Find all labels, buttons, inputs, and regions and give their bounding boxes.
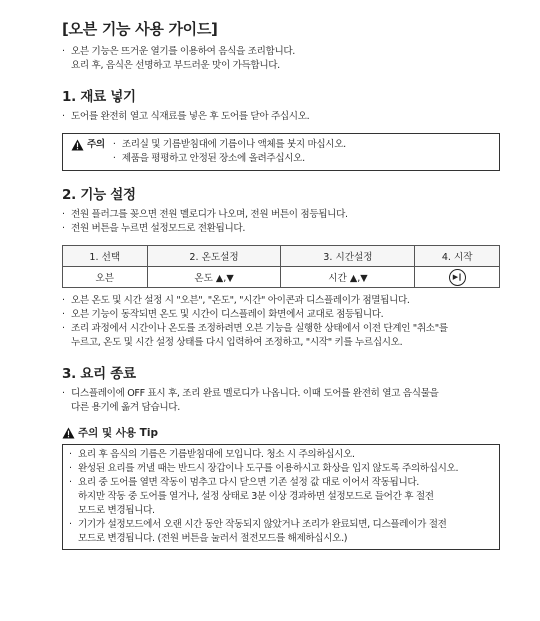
list-item: · 전원 플러그를 꽂으면 전원 멜로디가 나오며, 전원 버튼이 점등됩니다. <box>62 208 500 222</box>
intro-line-1: · 오븐 기능은 뜨거운 열기를 이용하여 음식을 조리합니다. <box>71 46 296 57</box>
table-cell: 시간 ▲,▼ <box>281 267 415 288</box>
list-item <box>69 518 493 546</box>
list-item: · 전원 버튼을 누르면 설정모드로 전환됩니다. <box>62 222 500 236</box>
section-1-list <box>62 110 500 124</box>
settings-steps-table <box>62 245 500 288</box>
warning-icon <box>71 139 84 151</box>
list-item <box>62 322 500 350</box>
list-item: · 요리 후 음식의 기름은 기름받침대에 모입니다. 청소 시 주의하십시오. <box>69 448 493 462</box>
caution-label: 주의 <box>87 139 105 150</box>
list-item: · 완성된 요리를 꺼낼 때는 반드시 장갑이나 도구를 이용하시고 화상을 입지 않도록 주의하십시오. <box>69 462 493 476</box>
section-2-notes <box>62 294 500 350</box>
intro-line-2: 요리 후, 음식은 선명하고 부드러운 맛이 가득합니다. <box>71 60 280 71</box>
caution-box <box>62 133 500 171</box>
intro-list <box>62 45 500 73</box>
table-header-cell: 3. 시간설정 <box>281 246 415 267</box>
list-item-line: 하지만 작동 중 도어를 열거나, 설정 상태로 3분 이상 경과하면 설정모드로 들어간 후 절전 <box>78 491 434 502</box>
section-1-title: 1. 재료 넣기 <box>62 89 136 105</box>
table-header-row <box>63 246 500 267</box>
list-item: · 도어를 완전히 열고 식재료를 넣은 후 도어를 닫아 주십시오. <box>62 110 500 124</box>
list-item-line: 누르고, 온도 및 시간 설정 상태를 다시 입력하여 조정하고, "시작" 키를 누르십시오. <box>71 337 403 348</box>
tip-list <box>69 448 493 546</box>
intro-item <box>62 45 500 73</box>
section-3-list <box>62 387 500 415</box>
caution-lines <box>113 138 346 166</box>
list-item-line: · 기기가 설정모드에서 오랜 시간 동안 작동되지 않았거나 조리가 완료되면, 디스플레이가 절전 <box>78 519 447 530</box>
tip-box <box>62 444 500 550</box>
caution-line: · 조리실 및 기름받침대에 기름이나 액체를 붓지 마십시오. <box>113 138 346 152</box>
table-header-cell: 2. 온도설정 <box>147 246 281 267</box>
list-item-line: 모드로 변경됩니다. <box>78 505 155 516</box>
table-cell: 온도 ▲,▼ <box>147 267 281 288</box>
warning-icon <box>62 427 75 439</box>
list-item <box>69 476 493 518</box>
list-item: · 오븐 기능이 동작되면 온도 및 시간이 디스플레이 화면에서 교대로 점등됩니다. <box>62 308 500 322</box>
tip-heading <box>62 425 500 440</box>
table-header-cell: 1. 선택 <box>63 246 148 267</box>
table-header-cell: 4. 시작 <box>415 246 500 267</box>
list-item-line: 모드로 변경됩니다. (전원 버튼을 눌러서 절전모드를 해제하십시오.) <box>78 533 348 544</box>
list-item-line: · 디스플레이에 OFF 표시 후, 조리 완료 멜로디가 나옵니다. 이때 도어를 완전히 열고 음식물을 <box>71 388 439 399</box>
tip-title: 주의 및 사용 Tip <box>78 427 158 439</box>
caution-heading <box>71 138 105 152</box>
list-item-line: 다른 용기에 옮겨 담습니다. <box>71 402 180 413</box>
section-2-title: 2. 기능 설정 <box>62 187 136 203</box>
list-item-line: · 요리 중 도어를 열면 작동이 멈추고 다시 닫으면 기존 설정 값 대로 이어서 작동됩니다. <box>78 477 419 488</box>
list-item <box>62 387 500 415</box>
table-cell: 오븐 <box>63 267 148 288</box>
list-item-line: · 조리 과정에서 시간이나 온도를 조정하려면 오븐 기능을 실행한 상태에서 이전 단계인 "취소"를 <box>71 323 448 334</box>
table-cell <box>415 267 500 288</box>
table-row <box>63 267 500 288</box>
play-pause-icon: ▶‖ <box>449 269 466 286</box>
section-3-title: 3. 요리 종료 <box>62 366 136 382</box>
page-title: [오븐 기능 사용 가이드] <box>62 20 218 38</box>
section-2-list <box>62 208 500 236</box>
caution-line: · 제품을 평평하고 안정된 장소에 올려주십시오. <box>113 152 346 166</box>
list-item: · 오븐 온도 및 시간 설정 시 "오븐", "온도", "시간" 아이콘과 디스플레이가 점멸됩니다. <box>62 294 500 308</box>
